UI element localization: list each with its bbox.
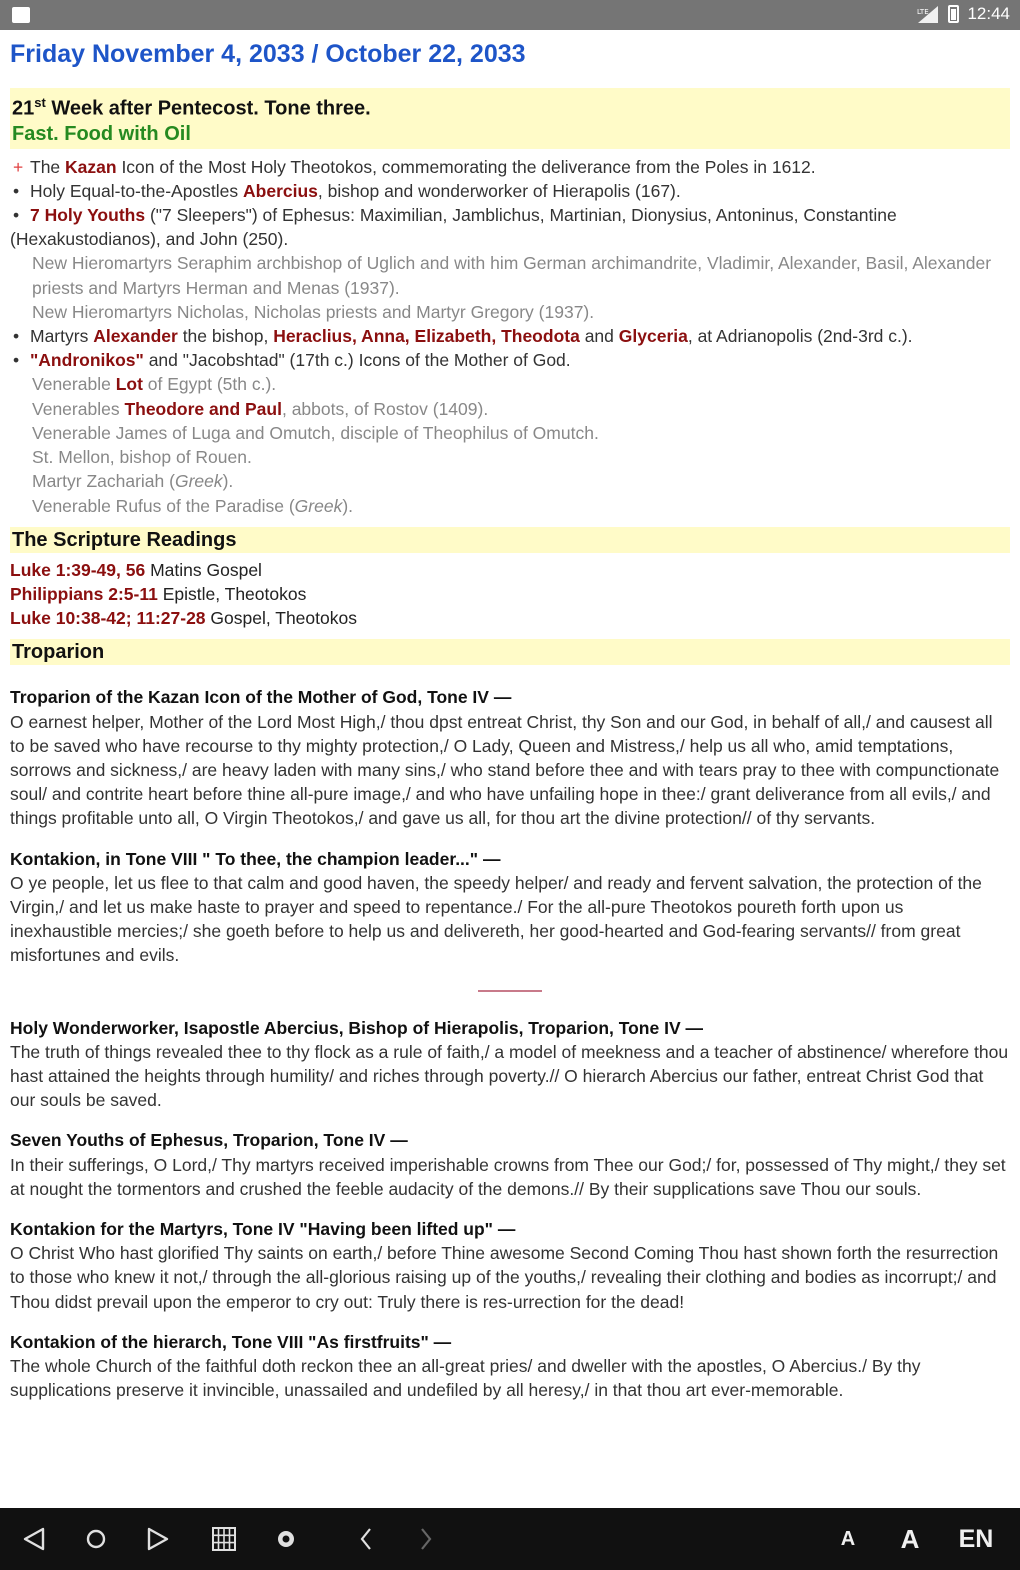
next-day-button[interactable]	[406, 1508, 446, 1570]
hymn-text: In their sufferings, O Lord,/ Thy martyrs received imperishable crowns from Thee our God;/ for, possessed of Thy might,/ they set at nought the tormentors and crushed the feeble audacity of the demons.// By their supplications save Thou our souls.	[10, 1154, 1006, 1199]
bullet-icon: •	[13, 180, 20, 201]
hymn-title: Troparion of the Kazan Icon of the Mother of God, Tone IV —	[10, 687, 512, 708]
saint-link[interactable]: "Andronikos"	[30, 350, 144, 371]
cross-icon: +	[13, 156, 24, 177]
network-label: LTE	[917, 8, 930, 16]
hymn	[10, 1217, 1010, 1314]
saint-entry: St. Mellon, bishop of Rouen.	[32, 447, 252, 468]
language-button[interactable]: EN	[958, 1524, 994, 1553]
saint-link[interactable]: 7 Holy Youths	[30, 205, 146, 226]
hymn-text: O ye people, let us flee to that calm and good haven, the speedy helper/ and ready and fervent salvation, the protection of the Virgin,/ and let us make haste to prayer and speed to repentance./ For the all-pure Theotokos poureth forth upon us inexhaustible mercies;/ she goeth before to help us and delivereth, her good-hearted and God-fearing servants// from great misfortunes and evils.	[10, 872, 982, 966]
saint-link[interactable]: Alexander	[93, 326, 178, 347]
reading-row: Philippians 2:5-11 Epistle, Theotokos	[10, 583, 307, 604]
back-button[interactable]	[12, 1508, 56, 1570]
hymn-text: O earnest helper, Mother of the Lord Most High,/ thou dpst entreat Christ, thy Son and our God, in behalf of all,/ and causest all to be saved who have recourse to thy mighty protection,/ O Lady, Queen and Mistress,/ help us all who, amid temptations, sorrows and sickness,/ are heavy laden with many sins,/ who stand before thee and with tears pray to thee with compunctionate soul/ and contrite heart before thine all-pure image,/ and who have unfailing hope in thee:/ grant deliverance from all evils,/ and things profitable unto all, O Virgin Theotokos,/ and gave us all, for thou art the divine protection// of thy servants.	[10, 711, 1000, 829]
divider	[478, 990, 542, 992]
forward-triangle-icon	[145, 1526, 171, 1552]
status-bar	[0, 0, 1020, 30]
troparion-heading: Troparion	[10, 639, 1010, 665]
scripture-readings	[10, 558, 1010, 631]
saint-link[interactable]: Abercius	[243, 180, 318, 201]
gear-icon	[274, 1527, 298, 1551]
reading-row: Luke 1:39-49, 56 Matins Gospel	[10, 559, 262, 580]
scripture-heading: The Scripture Readings	[10, 527, 1010, 553]
saint-link[interactable]: Glyceria	[618, 326, 688, 347]
saint-entry: • 7 Holy Youths ("7 Sleepers") of Ephesus: Maximilian, Jamblichus, Martinian, Dionysius, Antoninus, Constantine (Hexakustodianos), and John (250).	[10, 205, 897, 250]
reading-link[interactable]: Philippians 2:5-11	[10, 583, 158, 604]
saint-link[interactable]: Theodore and Paul	[124, 398, 282, 419]
fast-info: Fast. Food with Oil	[12, 122, 191, 145]
hymn-title: Kontakion for the Martyrs, Tone IV "Having been lifted up" —	[10, 1218, 516, 1239]
signal-icon	[916, 5, 940, 23]
saint-link[interactable]: Heraclius, Anna, Elizabeth, Theodota	[273, 326, 580, 347]
notification-icon	[12, 7, 30, 23]
font-decrease-button[interactable]: A	[840, 1527, 856, 1550]
saints-list	[10, 155, 1010, 518]
home-circle-icon	[84, 1527, 108, 1551]
saint-entry: • "Andronikos" and "Jacobshtad" (17th c.) Icons of the Mother of God.	[10, 348, 1010, 372]
hymn-title: Seven Youths of Ephesus, Troparion, Tone IV —	[10, 1130, 408, 1151]
hymn	[10, 685, 1010, 830]
hymn-text: O Christ Who hast glorified Thy saints on earth,/ before Thine awesome Second Coming Thou hast shown forth the resurrection to those who knew it not,/ through the all-glorious raising up of the youths,/ revealing their clothing and bodies as incorrupt;/ and Thou didst prevail upon the emperor to cry out: Truly there is res-urrection for the dead!	[10, 1243, 999, 1312]
hymn-text: The whole Church of the faithful doth reckon thee an all-great pries/ and dweller with the apostles, O Abercius./ By thy supplications preserve it invincible, unassailed and undefiled by all heresy,/ in that thou art ever-memorable.	[10, 1355, 921, 1401]
calendar-grid-icon	[211, 1526, 237, 1552]
bullet-icon: •	[13, 350, 20, 371]
chevron-right-icon	[417, 1526, 435, 1552]
navigation-bar	[0, 1508, 1020, 1570]
settings-button[interactable]	[264, 1508, 308, 1570]
page-title: Friday November 4, 2033 / October 22, 2033	[10, 40, 526, 68]
calendar-button[interactable]	[202, 1508, 246, 1570]
battery-icon	[948, 5, 959, 23]
back-triangle-icon	[21, 1526, 47, 1552]
week-info-box	[10, 88, 1010, 149]
hymn	[10, 1330, 1010, 1403]
saint-entry: • Martyrs Alexander the bishop, Heraclius, Anna, Elizabeth, Theodota and Glyceria, at Adrianopolis (2nd-3rd c.).	[10, 324, 1010, 348]
home-button[interactable]	[74, 1508, 118, 1570]
bullet-icon: •	[13, 205, 20, 226]
hymn-title: Holy Wonderworker, Isapostle Abercius, Bishop of Hierapolis, Troparion, Tone IV —	[10, 1017, 703, 1038]
hymn	[10, 1016, 1010, 1113]
saint-link[interactable]: Kazan	[65, 156, 117, 177]
saint-entry: New Hieromartyrs Seraphim archbishop of Uglich and with him German archimandrite, Vladimir, Alexander, Basil, Alexander priests and Martyrs Herman and Menas (1937).	[32, 253, 992, 298]
saint-entry: Venerable Rufus of the Paradise (Greek).	[32, 495, 354, 516]
reading-link[interactable]: Luke 10:38-42; 11:27-28	[10, 608, 206, 629]
bullet-icon: •	[13, 326, 20, 347]
week-line: 21st Week after Pentecost. Tone three.	[12, 95, 371, 120]
hymn-text: The truth of things revealed thee to thy flock as a rule of faith,/ a model of meekness and a teacher of abstinence/ wherefore thou hast attained the heights through humility/ and riches through poverty.// O hierarch Abercius our father, entreat Christ God that our souls be saved.	[10, 1041, 1009, 1111]
status-right	[916, 4, 1010, 24]
saint-link[interactable]: Lot	[115, 374, 143, 395]
hymn	[10, 1128, 1010, 1201]
saint-entry: + The Kazan Icon of the Most Holy Theotokos, commemorating the deliverance from the Poles in 1612.	[10, 155, 1010, 179]
saint-entry: • Holy Equal-to-the-Apostles Abercius, bishop and wonderworker of Hierapolis (167).	[10, 179, 1010, 203]
calendar-content[interactable]	[0, 30, 1020, 1508]
hymn-title: Kontakion of the hierarch, Tone VIII "As firstfruits" —	[10, 1331, 452, 1352]
saint-entry: New Hieromartyrs Nicholas, Nicholas priests and Martyr Gregory (1937).	[32, 301, 595, 322]
chevron-left-icon	[357, 1526, 375, 1552]
saint-entry: Martyr Zachariah (Greek).	[32, 471, 234, 492]
saint-entry: Venerables Theodore and Paul, abbots, of Rostov (1409).	[32, 398, 489, 419]
saint-entry: Venerable James of Luga and Omutch, disciple of Theophilus of Omutch.	[32, 422, 599, 443]
forward-button[interactable]	[136, 1508, 180, 1570]
clock: 12:44	[967, 4, 1010, 23]
previous-day-button[interactable]	[346, 1508, 386, 1570]
font-increase-button[interactable]: A	[900, 1523, 920, 1554]
reading-row: Luke 10:38-42; 11:27-28 Gospel, Theotokos	[10, 608, 357, 629]
hymn	[10, 847, 1010, 968]
saint-entry: Venerable Lot of Egypt (5th c.).	[32, 374, 277, 395]
hymn-title: Kontakion, in Tone VIII " To thee, the champion leader..." —	[10, 848, 501, 869]
reading-link[interactable]: Luke 1:39-49, 56	[10, 559, 146, 580]
